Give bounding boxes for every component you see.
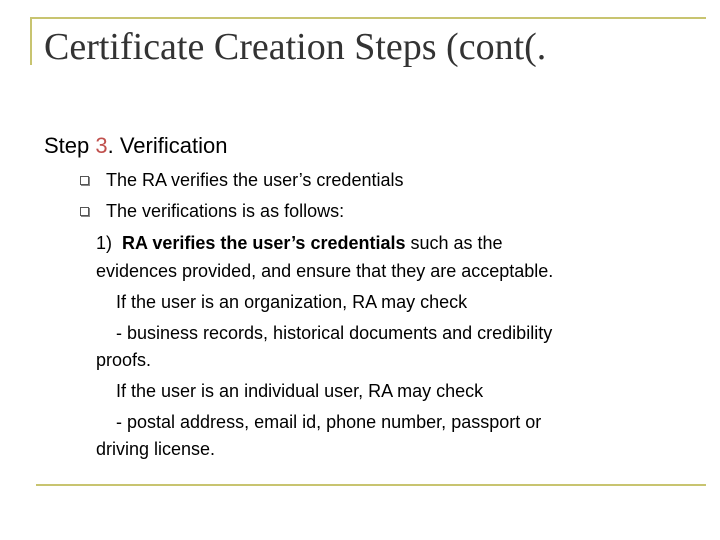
item-text: such as the xyxy=(405,233,503,253)
bottom-rule xyxy=(36,484,706,486)
left-rule xyxy=(30,17,32,65)
top-rule xyxy=(30,17,706,19)
bullet-text: The RA verifies the user’s credentials xyxy=(106,170,404,190)
body-line: evidences provided, and ensure that they are acceptable. xyxy=(96,261,554,281)
item-number: 1) xyxy=(96,233,113,253)
bullet-text: The verifications is as follows: xyxy=(106,201,345,221)
step-heading-rest: . Verification xyxy=(107,133,228,158)
item-bold-text: RA verifies the user’s credentials xyxy=(122,233,406,253)
body-line: If the user is an individual user, RA may check xyxy=(116,381,484,401)
slide-title: Certificate Creation Steps (cont(. xyxy=(44,26,547,68)
square-bullet-icon xyxy=(80,176,89,185)
body-line: If the user is an organization, RA may check xyxy=(116,292,468,312)
step-heading-prefix: Step xyxy=(44,133,96,158)
square-bullet-icon xyxy=(80,207,89,216)
body-line: - postal address, email id, phone number, passport or xyxy=(116,412,542,432)
numbered-item xyxy=(96,231,503,255)
body-line: proofs. xyxy=(96,350,152,370)
body-line: - business records, historical documents and credibility xyxy=(116,323,553,343)
bullet-item xyxy=(80,199,344,223)
bullet-item xyxy=(80,168,403,192)
step-heading xyxy=(44,132,227,160)
body-line: driving license. xyxy=(96,439,216,459)
step-number: 3 xyxy=(95,133,108,158)
